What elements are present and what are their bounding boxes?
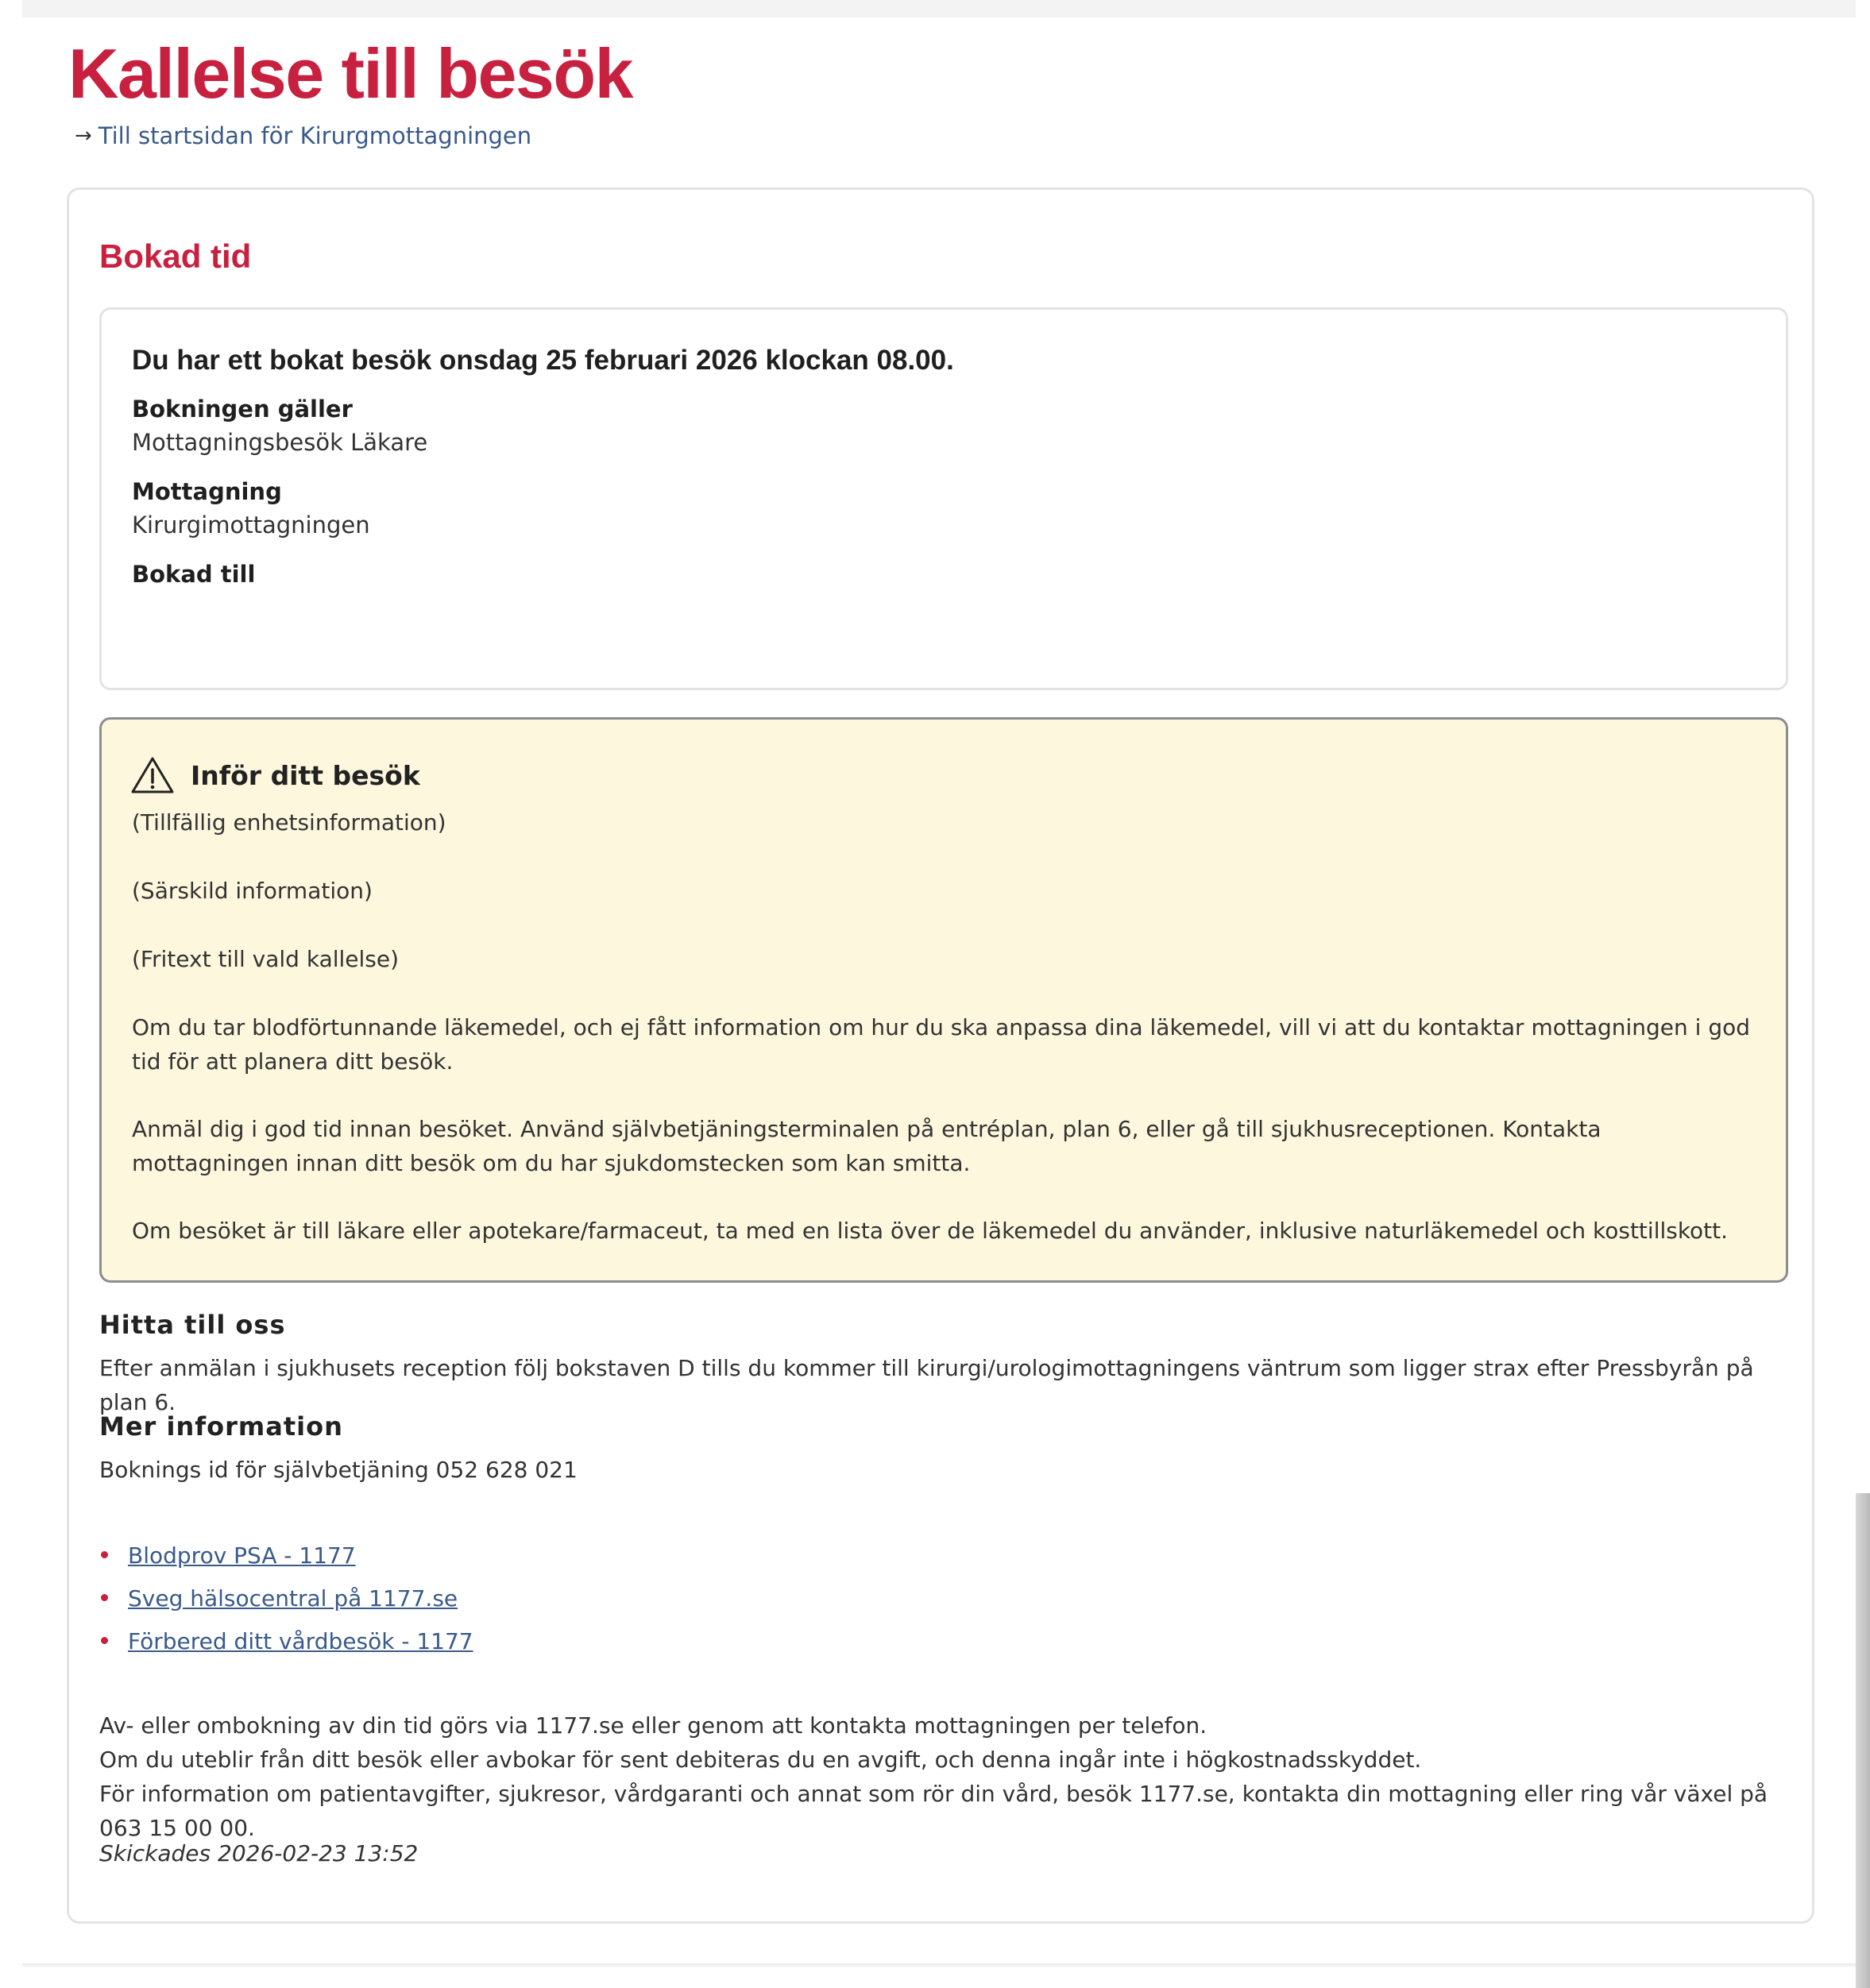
notice-paragraph: (Tillfällig enhetsinformation) bbox=[132, 809, 446, 836]
patient-info-text: För information om patientavgifter, sjukresor, vårdgaranti och annat som rör din vård, besök 1177.se, kontakta din mottagning eller ring vår växel på 063 15 00 00. bbox=[99, 1781, 1768, 1841]
clinic-label: Mottagning bbox=[132, 478, 282, 505]
no-show-fee-text: Om du uteblir från ditt besök eller avbokar för sent debiteras du en avgift, och denna ingår inte i högkostnadsskyddet. bbox=[99, 1747, 1422, 1773]
clinic-value: Kirurgimottagningen bbox=[132, 511, 370, 538]
link-forbered-vardbesok[interactable]: Förbered ditt vårdbesök - 1177 bbox=[128, 1628, 473, 1654]
booking-summary: Du har ett bokat besök onsdag 25 februari 2026 klockan 08.00. bbox=[132, 345, 954, 376]
list-item bbox=[99, 1624, 473, 1667]
appointment-card bbox=[67, 187, 1814, 1924]
warning-icon bbox=[130, 756, 175, 794]
bullet-icon bbox=[101, 1637, 108, 1644]
booking-type-label: Bokningen gäller bbox=[132, 396, 353, 423]
info-links-list bbox=[99, 1538, 473, 1667]
link-blodprov-psa[interactable]: Blodprov PSA - 1177 bbox=[128, 1542, 356, 1569]
list-item bbox=[99, 1581, 473, 1624]
list-item bbox=[99, 1538, 473, 1581]
window-edge-shadow bbox=[1856, 1493, 1870, 1988]
page-bottom-shadow bbox=[22, 1963, 1856, 1968]
notice-title: Inför ditt besök bbox=[191, 759, 420, 791]
link-sveg-halsocentral[interactable]: Sveg hälsocentral på 1177.se bbox=[128, 1585, 458, 1612]
notice-header bbox=[130, 756, 420, 794]
notice-paragraph: Anmäl dig i god tid innan besöket. Använd självbetjäningsterminalen på entréplan, plan 6, eller gå till sjukhusreceptionen. Kontakta mottagningen innan ditt besök om du har sjukdomstecken som kan smitta. bbox=[132, 1116, 1601, 1176]
more-info-heading: Mer information bbox=[99, 1411, 343, 1442]
bullet-icon bbox=[101, 1594, 108, 1601]
sent-timestamp: Skickades 2026-02-23 13:52 bbox=[99, 1840, 419, 1866]
notice-paragraph: Om du tar blodförtunnande läkemedel, och ej fått information om hur du ska anpassa dina läkemedel, vill vi att du kontaktar mottagningen i god tid för att planera ditt besök. bbox=[132, 1014, 1751, 1075]
notice-paragraph: (Särskild information) bbox=[132, 878, 373, 904]
booking-details-box bbox=[99, 307, 1788, 690]
page bbox=[22, 17, 1856, 1963]
find-us-text: Efter anmälan i sjukhusets reception följ bokstaven D tills du kommer till kirurgi/urologimottagningens väntrum som ligger strax efter Pressbyrån på plan 6. bbox=[99, 1355, 1754, 1415]
rebooking-text: Av- eller ombokning av din tid görs via 1177.se eller genom att kontakta mottagningen per telefon. bbox=[99, 1712, 1207, 1739]
browser-top-strip bbox=[22, 0, 1856, 18]
booked-to-label: Bokad till bbox=[132, 561, 256, 588]
page-title: Kallelse till besök bbox=[68, 34, 633, 113]
find-us-heading: Hitta till oss bbox=[99, 1310, 286, 1340]
bullet-icon bbox=[101, 1551, 108, 1558]
back-link-label: Till startsidan för Kirurgmottagningen bbox=[98, 122, 532, 149]
before-visit-notice bbox=[99, 717, 1788, 1283]
notice-paragraph: (Fritext till vald kallelse) bbox=[132, 946, 400, 972]
booking-type-value: Mottagningsbesök Läkare bbox=[132, 429, 428, 456]
notice-paragraph: Om besöket är till läkare eller apotekare/farmaceut, ta med en lista över de läkemedel du använder, inklusive naturläkemedel och kosttillskott. bbox=[132, 1218, 1729, 1244]
arrow-right-icon: → bbox=[75, 124, 92, 148]
booked-time-heading: Bokad tid bbox=[99, 237, 252, 275]
booking-id-text: Boknings id för självbetjäning 052 628 021 bbox=[99, 1457, 578, 1483]
back-to-start-link[interactable] bbox=[75, 122, 531, 149]
